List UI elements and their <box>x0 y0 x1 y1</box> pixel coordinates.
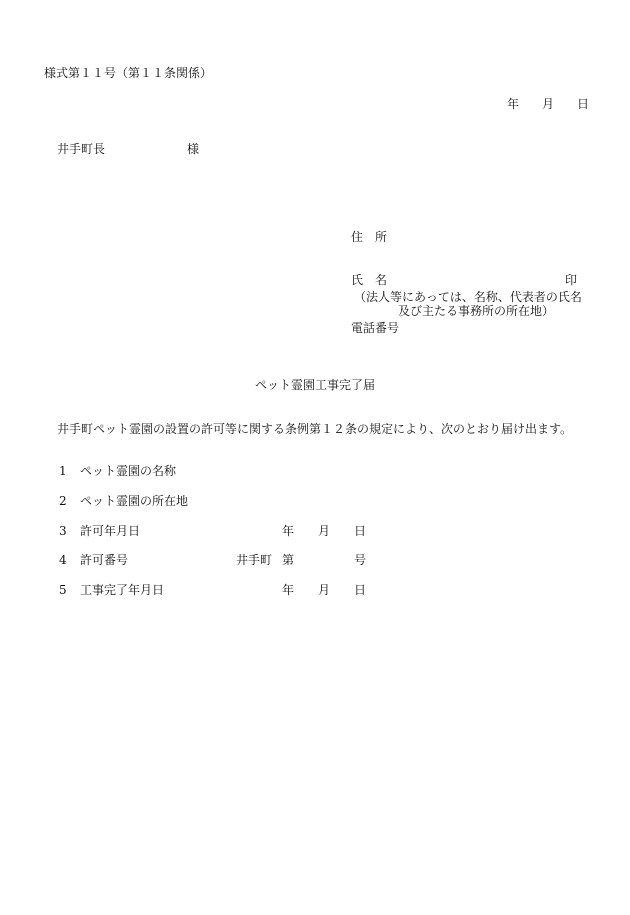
form-number: 様式第１１号（第１１条関係） <box>44 66 213 80</box>
corporate-note-line-1: （法人等にあっては、名称、代表者の氏名 <box>354 290 582 304</box>
permit-date-year-label: 年 <box>282 524 295 538</box>
item-number: 3 <box>59 524 67 538</box>
permit-date-month-label: 月 <box>318 524 331 538</box>
applicant-name-label: 氏 名 <box>351 273 388 287</box>
applicant-phone-label: 電話番号 <box>351 321 400 335</box>
permit-number-suffix: 号 <box>354 553 367 567</box>
completion-date-day-label: 日 <box>354 583 367 597</box>
completion-date-month-label: 月 <box>318 583 331 597</box>
date-day-label: 日 <box>577 97 590 111</box>
completion-date-year-label: 年 <box>282 583 295 597</box>
date-month-label: 月 <box>542 97 555 111</box>
permit-number-prefix: 第 <box>282 553 295 567</box>
permit-date-day-label: 日 <box>354 524 367 538</box>
permit-number-town: 井手町 <box>236 553 273 567</box>
item-label-permit-number: 許可番号 <box>80 553 129 567</box>
item-number: 2 <box>59 494 67 508</box>
item-number: 1 <box>59 464 67 478</box>
addressee-suffix: 様 <box>187 142 200 156</box>
item-number: 5 <box>59 583 67 597</box>
applicant-address-label: 住 所 <box>351 230 388 244</box>
item-label-permit-date: 許可年月日 <box>80 524 141 538</box>
date-year-label: 年 <box>507 97 520 111</box>
document-body: 井手町ペット霊園の設置の許可等に関する条例第１２条の規定により、次のとおり届け出ます。 <box>57 422 573 436</box>
seal-mark: 印 <box>565 273 578 287</box>
document-title: ペット霊園工事完了届 <box>254 378 375 392</box>
corporate-note-line-2: 及び主たる事務所の所在地） <box>398 304 555 318</box>
item-label-cemetery-location: ペット霊園の所在地 <box>80 494 189 508</box>
item-label-cemetery-name: ペット霊園の名称 <box>80 464 177 478</box>
item-number: 4 <box>59 553 67 567</box>
addressee-name: 井手町長 <box>57 142 106 156</box>
item-label-completion-date: 工事完了年月日 <box>80 583 165 597</box>
